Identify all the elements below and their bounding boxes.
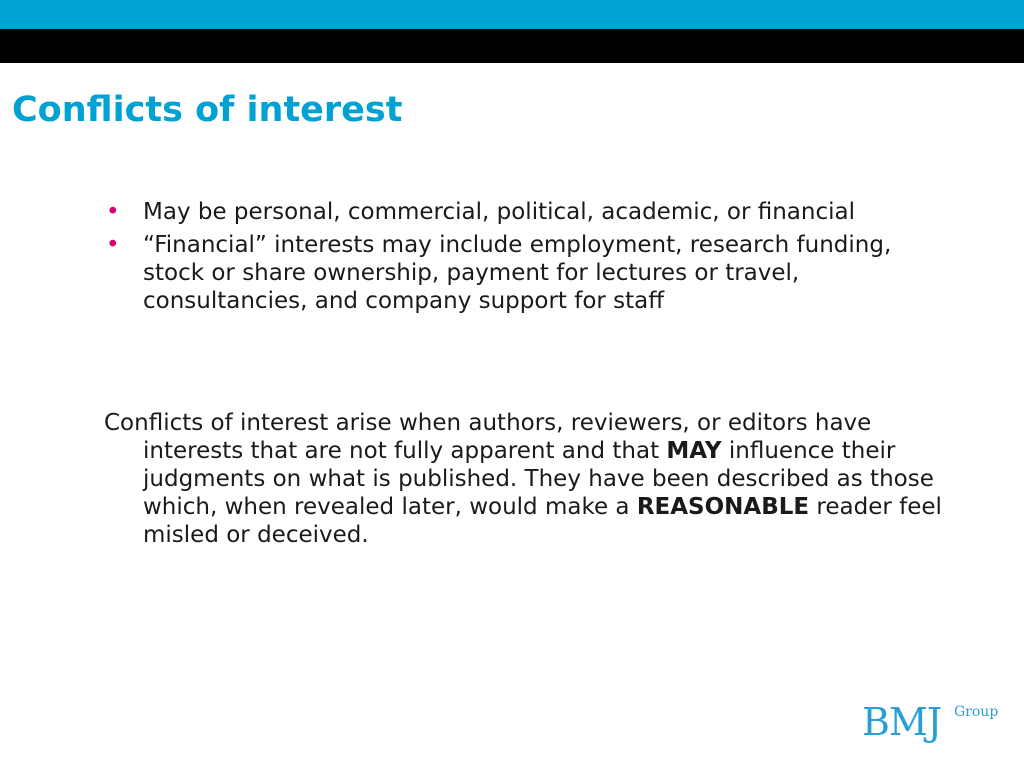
paragraph-text-2: influence their judgments on what is published. They have been described as those which, when revealed later, would make a: [143, 438, 934, 520]
paragraph-bold-reasonable: REASONABLE: [636, 494, 810, 520]
bullet-list: [106, 198, 906, 320]
bullet-text: “Financial” interests may include employment, research funding, stock or share ownership, payment for lectures or travel, consultancies, and company support for staff: [143, 232, 892, 314]
definition-paragraph: [104, 409, 953, 549]
bullet-text: May be personal, commercial, political, academic, or financial: [143, 199, 855, 225]
logo-main-text: BMJ: [862, 700, 942, 744]
paragraph-bold-may: MAY: [666, 438, 722, 464]
bullet-item-financial: [106, 231, 906, 315]
top-accent-band: [0, 0, 1024, 29]
slide-title: Conflicts of interest: [12, 90, 403, 130]
paragraph-text-1: Conflicts of interest arise when authors, reviewers, or editors have interests that are not fully apparent and that: [104, 410, 872, 464]
bullet-icon: •: [106, 232, 120, 258]
bullet-icon: •: [106, 199, 120, 225]
bullet-item-types: [106, 198, 906, 226]
top-black-band: [0, 29, 1024, 63]
paragraph-text-3: reader feel misled or deceived.: [143, 494, 942, 548]
bmj-group-logo: [862, 700, 1007, 756]
logo-sub-text: Group: [954, 704, 999, 720]
